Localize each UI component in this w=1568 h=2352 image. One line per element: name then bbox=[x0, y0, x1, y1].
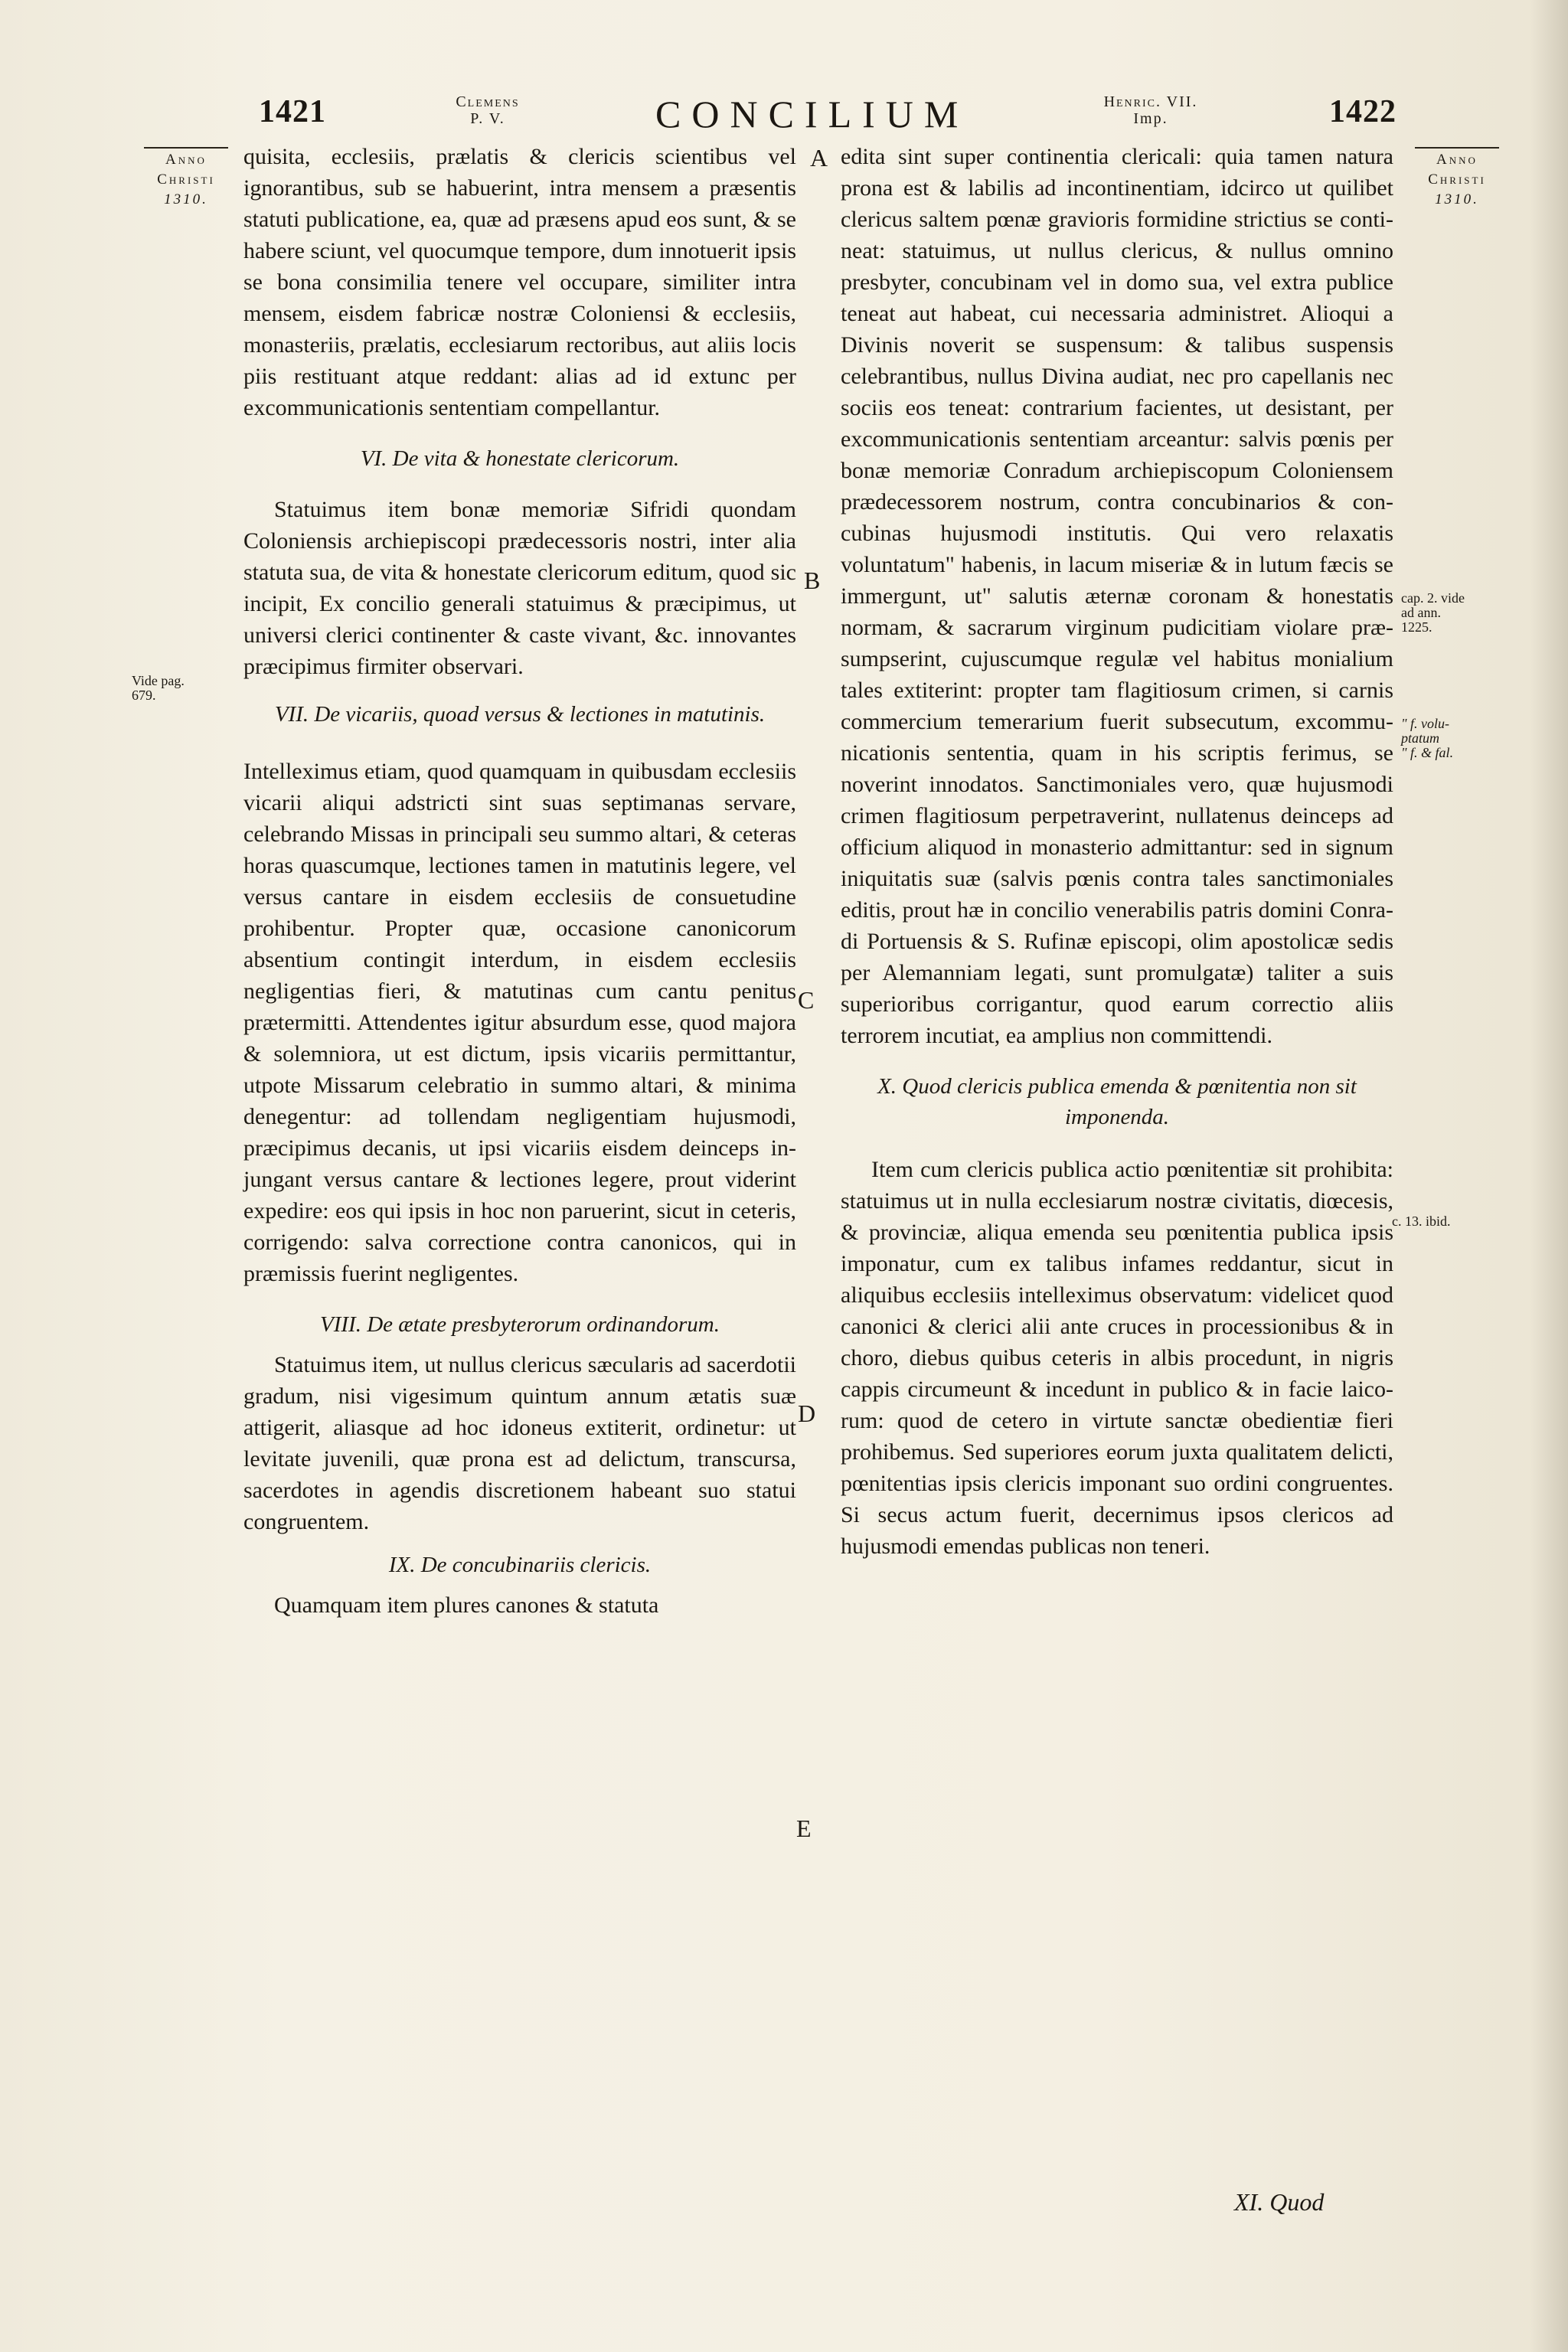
side-note-ptatum: ptatum bbox=[1401, 730, 1440, 746]
column-letter-c: C bbox=[798, 986, 815, 1014]
year-left: 1310. bbox=[164, 191, 208, 207]
pope-name: Clemens bbox=[456, 93, 520, 110]
emperor-name: Henric. VII. bbox=[1103, 93, 1198, 110]
side-note-f-volu: " f. volu- bbox=[1401, 716, 1450, 731]
column-letter-b: B bbox=[804, 567, 821, 594]
heading-chapter-viii: VIII. De ætate presbyterorum ordinandorum. bbox=[320, 1312, 720, 1337]
side-note-ad-ann-number: 1225. bbox=[1401, 619, 1432, 635]
side-note-variant bbox=[1401, 717, 1453, 760]
pope-title: P. V. bbox=[470, 110, 505, 127]
heading-chapter-ix: IX. De concubinariis clericis. bbox=[388, 1553, 652, 1577]
page-number-right: 1422 bbox=[1329, 94, 1396, 129]
paragraph-chapter-ix-continued: edita sint super continentia clericali: quia tamen natura prona est & labilis ad incontinentiam, idcirco ut quilibet clericus saltem pœnæ gravioris formidine strictius se contineat: statuimus, ut nullus clericus, & nullus omnino presbyter, concubinam vel in domo sua, vel extra publice teneat aut habeat, cui necessaria administret. Alioqui a Divinis noverit se suspensum: & talibus suspensis celebrantibus, nullus Divina audiat, nec pro capellanis nec sociis eos teneat: contrarium facientes, ut desistant, per excommunicationis sententiam arceantur: salvis pœnis per bonæ memoriæ Conradum archiepiscopum Coloniensem prædecessorem nostrum, contra concubinarios & concubinas hujusmodi institutis. Qui vero relaxatis voluntatum" habenis, in lacum miseriæ & in lutum fæcis se immergunt, ut" salutis æternæ coronam & honestatis normam, & sacrarum virginum pudicitiam violare præsumpserint, cujuscumque regulæ vel habitus monialium tales extiterint: propter tam flagitiosum crimen, si carnis commercium temerarium fuerit subsecutum, excommunicationis sententia, quam in his scriptis ferimus, se noverint innodatos. Sanctimoniales vero, quæ hujusmodi crimen flagitiosum perpetraverint, nullatenus deinceps ad officium aliquod in monasterio admittantur: sed in signum iniquitatis suæ (salvis pœnis contra tales sanctimoniales editis, prout hæ in concilio venerabilis patris domini Conradi Portuensis & S. Rufinæ episcopi, olim apostolicæ sedis per Alemanniam legati, sunt promulgatæ) taliter a suis superioribus corrigantur, quod earum correctio aliis terrorem incutiat, ea amplius non committendi. bbox=[841, 144, 1393, 1048]
heading-chapter-vii: VII. De vicariis, quoad versus & lectiones in matutinis. bbox=[274, 702, 766, 727]
christi-label-right: Christi bbox=[1428, 172, 1486, 188]
paragraph-chapter-vi: Statuimus item bonæ memoriæ Sifridi quondam Coloniensis archiepiscopi prædecessoris nostri, inter alia statuta sua, de vita & honestate clericorum editum, quod sic incipit, Ex concilio generali statuimus & præcipimus, ut universi clerici continenter & caste vivant, &c. innovantes præcipimus firmiter observari. bbox=[243, 497, 796, 679]
column-letter-a: A bbox=[810, 144, 828, 172]
emperor-header bbox=[1078, 93, 1223, 127]
side-note-vide-pag-text: Vide pag. bbox=[132, 673, 185, 688]
running-title: CONCILIUM bbox=[655, 93, 969, 136]
column-letter-d: D bbox=[798, 1400, 816, 1427]
side-note-cap-2 bbox=[1401, 591, 1465, 635]
catchword: XI. Quod bbox=[1234, 2188, 1325, 2216]
page-edge-shadow bbox=[1530, 0, 1568, 2352]
anno-christi-right bbox=[1407, 147, 1507, 210]
page-number-left: 1421 bbox=[259, 94, 326, 129]
anno-label-right: Anno bbox=[1436, 152, 1478, 168]
paragraph-chapter-vii: Intelleximus etiam, quod quamquam in quibusdam ecclesiis vicarii aliqui adstricti sint suas septimanas servare, celebrando Missas in principali seu summo altari, & ceteras horas quascumque, lectiones tamen in matutinis legere, vel versus cantare in eisdem ecclesiis de consuetudine prohibentur. Propter quæ, occasione canonicorum absentium contingit interdum, in eisdem ecclesiis negligentias fieri, & matutinas cum cantu penitus prætermitti. Attendentes igitur absurdum esse, quod majora & solemniora, ut est dictum, ipsis vicariis permittantur, utpote Missarum celebratio in summo altari, & minima denegentur: ad tollendam negligentiam hujusmodi, præcipimus decanis, ut ipsi vicariis eisdem deinceps injungant versus cantare & lectiones legere, prout viderint expedire: eos qui ipsis in hoc non paruerint, sicut in ceteris, corrigendo: salva correctione contra canonicos, qui in præmissis fuerint negligentes. bbox=[243, 759, 796, 1286]
side-note-vide-pag bbox=[132, 674, 185, 703]
side-note-c13: c. 13. ibid. bbox=[1392, 1214, 1451, 1229]
side-note-f-fal: " f. & fal. bbox=[1401, 745, 1454, 760]
right-column bbox=[841, 141, 1393, 1562]
anno-label-left: Anno bbox=[165, 152, 207, 168]
side-note-cap-vide: cap. 2. vide bbox=[1401, 590, 1465, 606]
column-letter-e: E bbox=[796, 1815, 812, 1842]
anno-rule-right bbox=[1415, 147, 1499, 149]
paragraph-chapter-ix-start: Quamquam item plures canones & statuta bbox=[274, 1592, 659, 1618]
paragraph-chapter-x: Item cum clericis publica actio pœnitentiæ sit prohibita: statuimus ut in nulla ecclesiarum nostræ civitatis, diœcesis, & provinciæ, aliqua emenda seu pœnitentia publica ipsis imponatur, cum ex talibus infames reddantur, sicut in aliquibus ecclesiis intelleximus observatum: videlicet quod canonici & clerici alii ante cruces in processionibus & in choro, diebus quibus ceteris in albis procedunt, in nigris cappis circumeunt & incedunt in publico & in facie laicorum: quod de cetero in virtute sanctæ obedientiæ fieri prohibemus. Sed superiores eorum juxta qualitatem delicti, pœnitentias ipsis clericis imponant suo ordini congruentes. Si secus actum fuerit, decernimus ipsos clericos ad hujusmodi emendas publicas non teneri. bbox=[841, 1157, 1393, 1559]
christi-label-left: Christi bbox=[157, 172, 215, 188]
heading-chapter-x: X. Quod clericis publica emenda & pœnitentia non sit imponenda. bbox=[877, 1074, 1357, 1129]
anno-christi-left bbox=[136, 147, 236, 210]
paragraph-continued: quisita, ecclesiis, prælatis & clericis scientibus vel ignorantibus, sub se habuerint, intra mensem a præsentis statuti publicatione, ea, quæ ad præsens apud eos sunt, & se habere sciunt, vel quocumque tempore, dum innotuerit ipsis se bona consimilia tenere vel occupare, similiter intra mensem, eisdem fabricæ nostræ Coloniensi & ecclesiis, monasteriis, prælatis, ecclesiarum rectoribus, aut aliis locis piis restituant atque reddant: alias ad id extunc per excommunicationis sententiam compellantur. bbox=[243, 144, 796, 420]
heading-chapter-vi: VI. De vita & honestate clericorum. bbox=[360, 446, 680, 471]
year-right: 1310. bbox=[1435, 191, 1479, 207]
anno-rule-left bbox=[144, 147, 228, 149]
side-note-ad-ann: ad ann. bbox=[1401, 605, 1441, 620]
pope-header bbox=[438, 93, 537, 127]
side-note-vide-pag-number: 679. bbox=[132, 688, 156, 703]
left-column bbox=[243, 141, 796, 1621]
emperor-title: Imp. bbox=[1133, 110, 1168, 127]
paragraph-chapter-viii: Statuimus item, ut nullus clericus sæcularis ad sacerdotii gradum, nisi vigesimum quintum annum ætatis suæ attigerit, aliasque ad hoc idoneus extiterit, ordinetur: ut levitate juvenili, quæ prona est ad delictum, transcursa, sacerdotes in agendis discretionem habeant suo statui congruentem. bbox=[243, 1352, 796, 1534]
